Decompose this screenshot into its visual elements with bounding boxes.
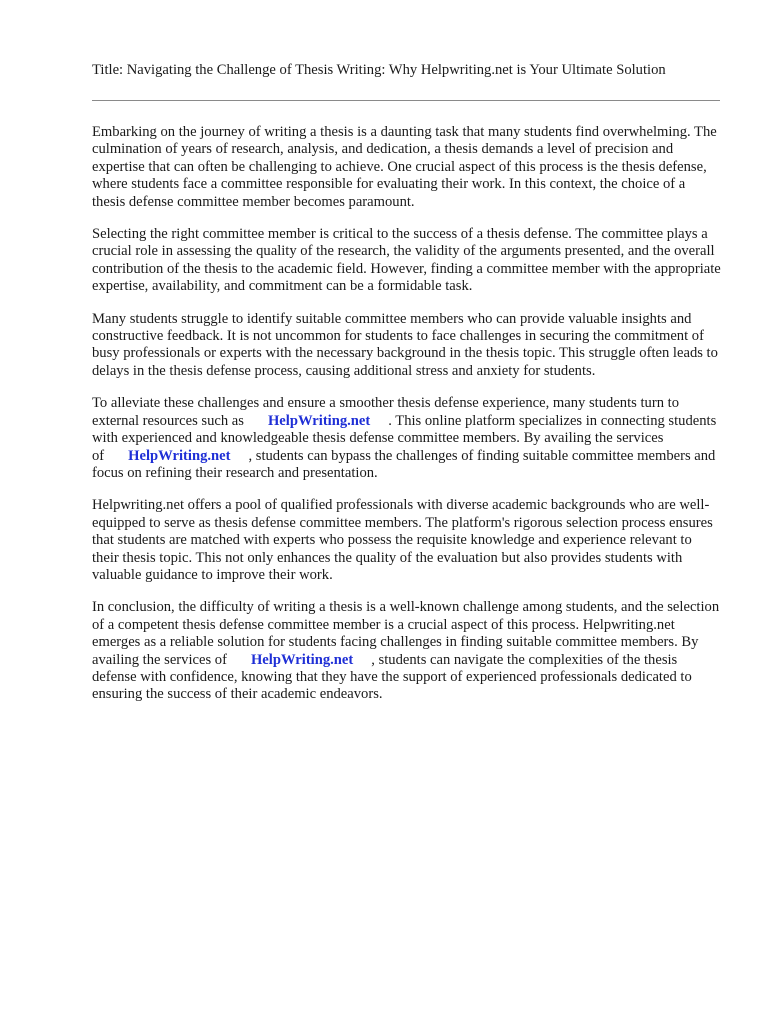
document-title: Title: Navigating the Challenge of Thesis Writing: Why Helpwriting.net is Your Ultimate Solution — [92, 62, 666, 78]
paragraph-intro: Embarking on the journey of writing a thesis is a daunting task that many students find overwhelming. The culmination of years of research, analysis, and dedication, a thesis demands a level of precision and expertise that can often be challenging to achieve. One crucial aspect of this process is the thesis defense, where students face a committee responsible for evaluating their work. In this context, the choice of a thesis defense committee member becomes paramount. — [92, 124, 717, 210]
text-segment: , students can bypass the challenges of finding suitable committee members and focus on refining their research and presentation. — [92, 447, 716, 481]
text-segment: . This online platform specializes in connecting students with experienced and knowledgeable thesis defense committee members. By availing the services of — [92, 412, 717, 464]
title-divider — [92, 100, 720, 101]
text-segment: To alleviate these challenges and ensure a smoother thesis defense experience, many students turn to external resources such as — [92, 395, 679, 429]
helpwriting-link[interactable]: HelpWriting.net — [128, 447, 231, 464]
paragraph-resources — [92, 395, 722, 482]
paragraph-struggle: Many students struggle to identify suitable committee members who can provide valuable insights and constructive feedback. It is not uncommon for students to face challenges in securing the commitment of busy professionals or experts with the necessary background in the thesis topic. This struggle often leads to delays in the thesis defense process, causing additional stress and anxiety for students. — [92, 310, 718, 379]
helpwriting-link[interactable]: HelpWriting.net — [267, 412, 371, 429]
paragraph-conclusion — [92, 599, 722, 703]
text-segment: In conclusion, the difficulty of writing a thesis is a well-known challenge among students, and the selection of a competent thesis defense committee member is a crucial aspect of this process. Helpwriting.net emerges as a reliable solution for students facing challenges in finding suitable committee members. By availing the services of — [92, 599, 720, 668]
document-body — [92, 124, 722, 719]
paragraph-selecting: Selecting the right committee member is critical to the success of a thesis defense. The committee plays a crucial role in assessing the quality of the research, the validity of the arguments presented, and the overall contribution of the thesis to the academic field. However, finding a committee member with the appropriate expertise, availability, and commitment can be a formidable task. — [92, 226, 721, 295]
text-segment: , students can navigate the complexities of the thesis defense with confidence, knowing that they have the support of experienced professionals dedicated to ensuring the success of their academic endeavors. — [92, 651, 692, 703]
helpwriting-link[interactable]: HelpWriting.net — [250, 651, 354, 668]
paragraph-platform: Helpwriting.net offers a pool of qualified professionals with diverse academic backgrounds who are well-equipped to serve as thesis defense committee members. The platform's rigorous selection process ensures that students are matched with experts who possess the requisite knowledge and experience relevant to their thesis topic. This not only enhances the quality of the evaluation but also provides students with valuable guidance to improve their work. — [92, 497, 713, 583]
